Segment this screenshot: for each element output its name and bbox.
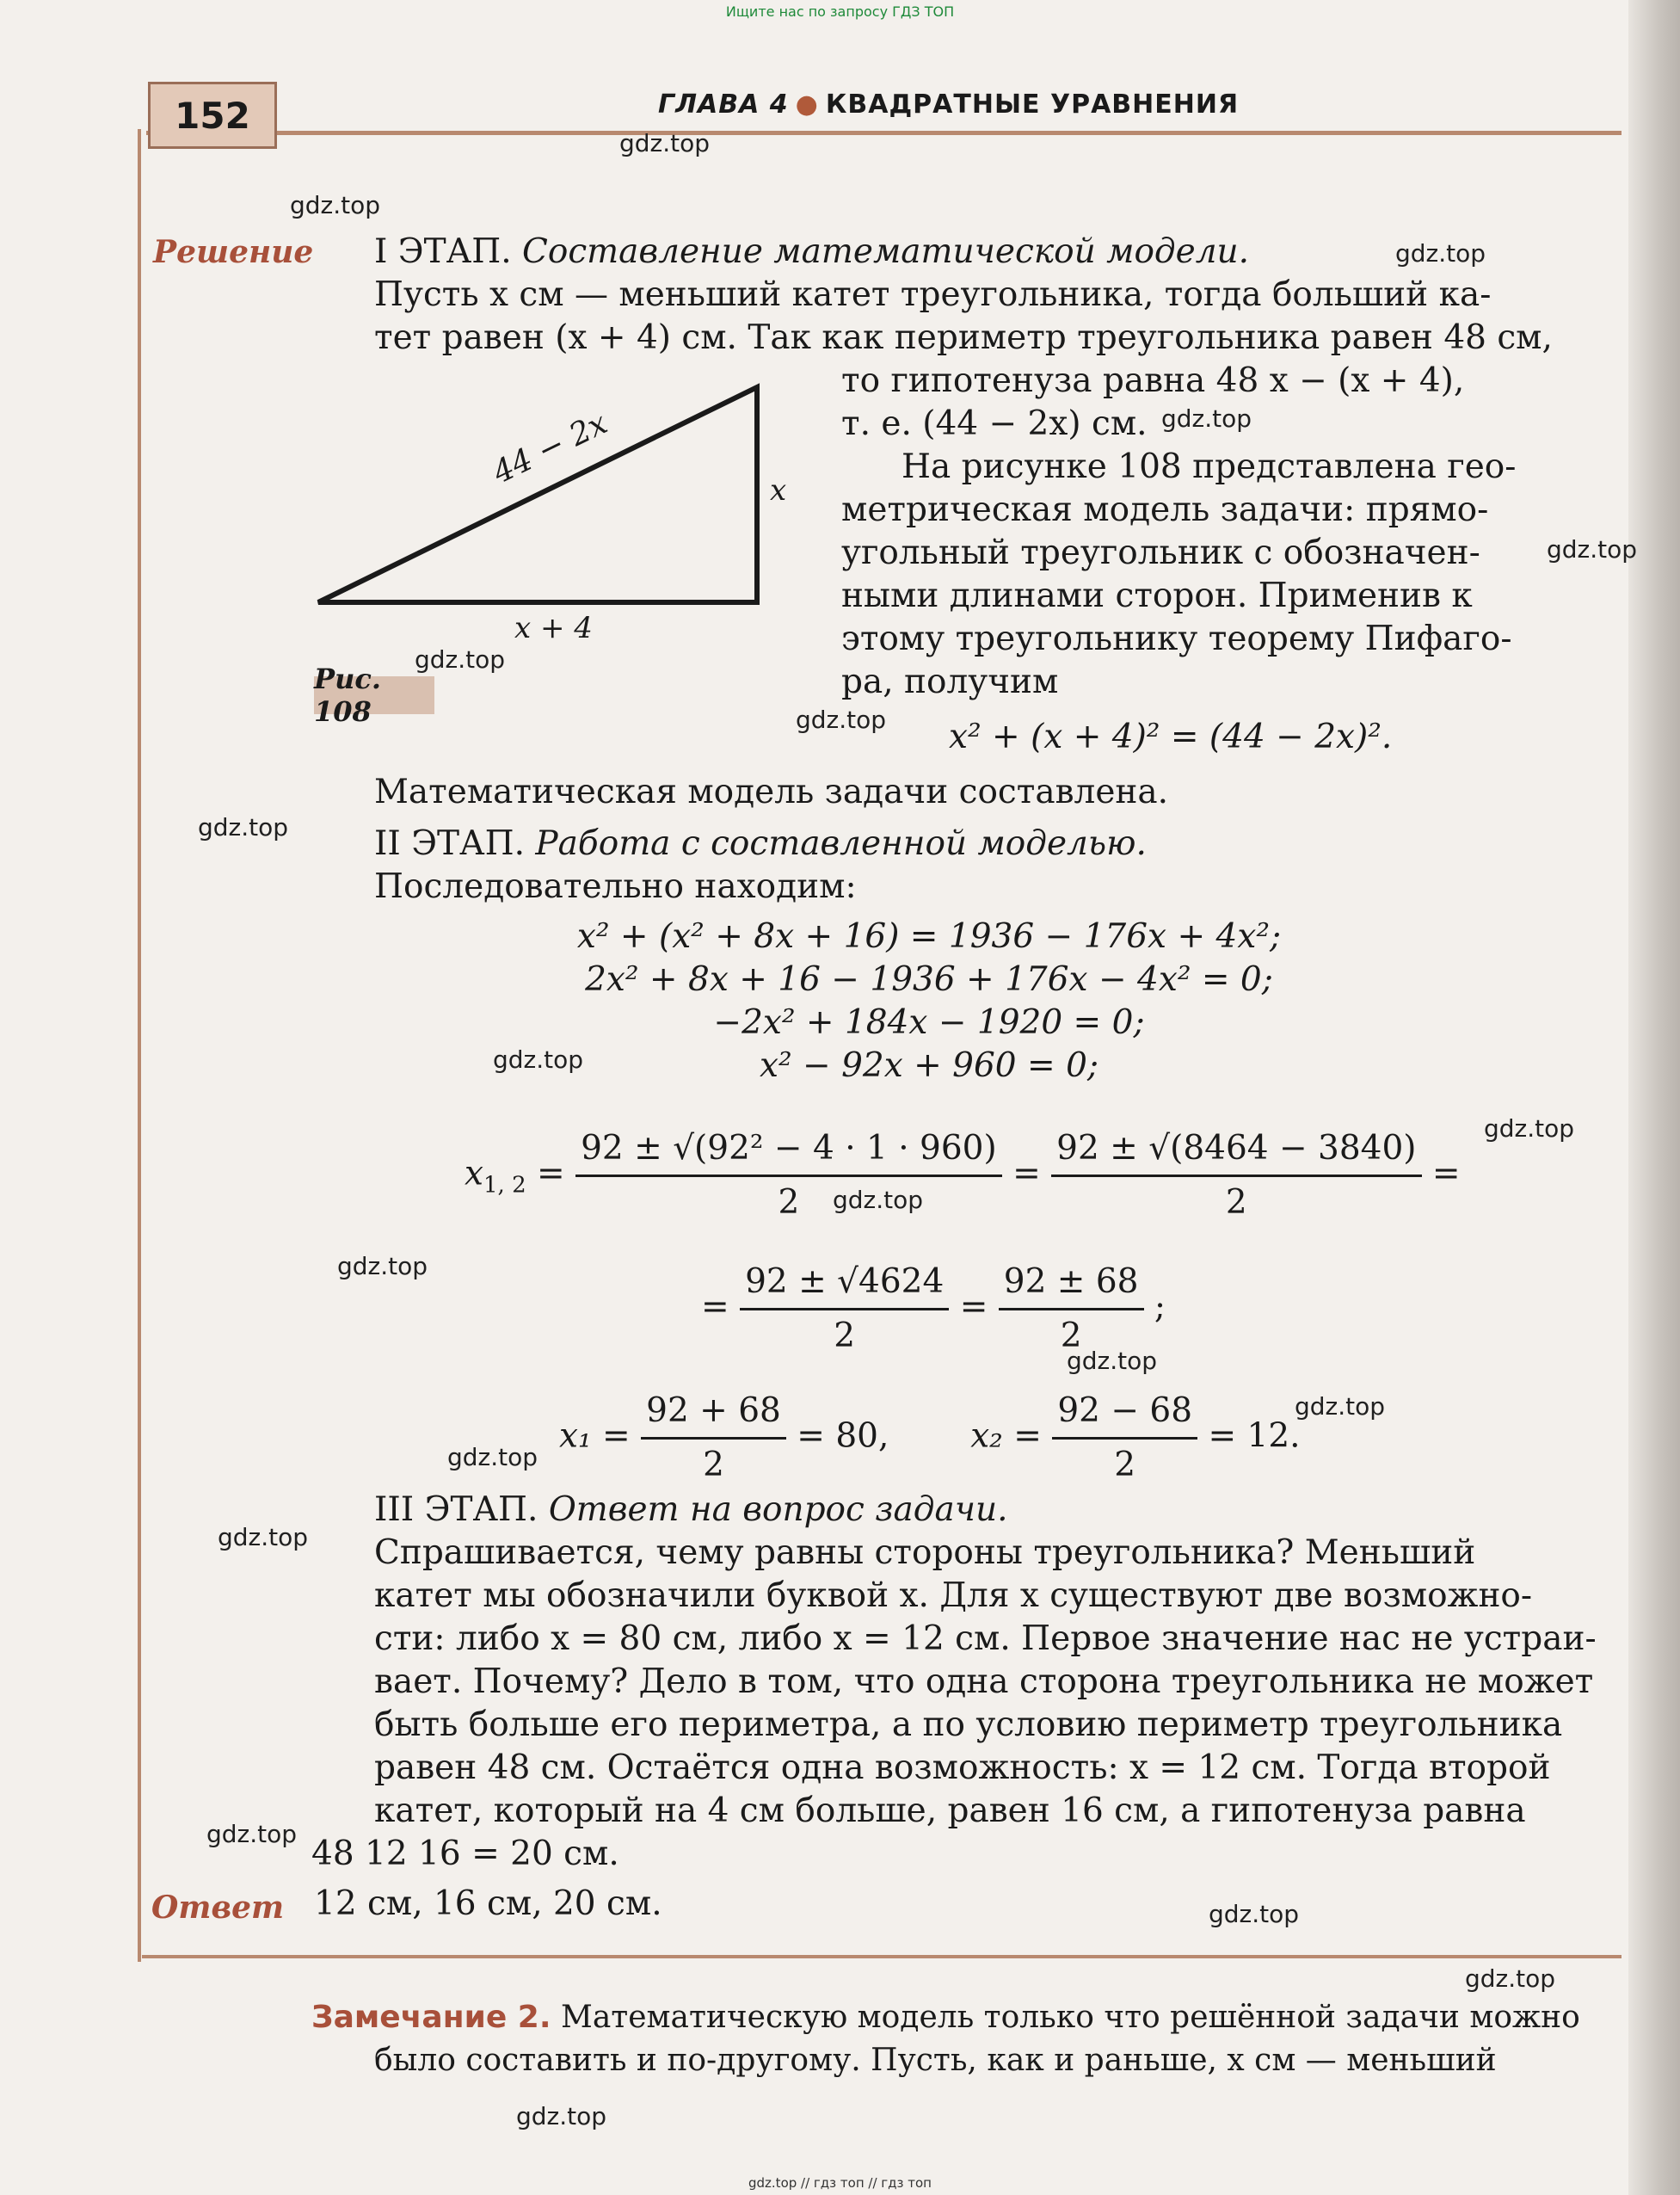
x12-subscript: 1, 2 (483, 1172, 526, 1199)
remark-text: Математическую модель только что решённой задачи можно (560, 2000, 1580, 2035)
stage3-line: Спрашивается, чему равны стороны треугольника? Меньший (374, 1533, 1476, 1572)
stage3-title: III ЭТАП. (374, 1490, 538, 1529)
x1-symbol: x₁ (559, 1416, 592, 1456)
stage1-line: метрическая модель задачи: прямо- (841, 490, 1489, 529)
remark-label: Замечание 2. (311, 2000, 551, 2035)
fraction (575, 1123, 1002, 1229)
x2-symbol: x₂ (970, 1416, 1003, 1456)
stage3-subtitle: Ответ на вопрос задачи. (548, 1490, 1008, 1529)
fraction (1051, 1123, 1421, 1229)
bottom-note: gdz.top // гдз топ // гдз топ (748, 2175, 932, 2191)
stage2-title: II ЭТАП. (374, 824, 526, 863)
stage3-line: 48 12 16 = 20 см. (311, 1834, 619, 1873)
chapter-title: КВАДРАТНЫЕ УРАВНЕНИЯ (825, 89, 1240, 120)
denominator: 2 (703, 1446, 724, 1484)
watermark: gdz.top (206, 1820, 298, 1848)
stage3-line: вает. Почему? Дело в том, что одна сторона треугольника не может (374, 1662, 1594, 1701)
chapter-header (658, 89, 1239, 120)
equation-line: x² + (x² + 8x + 16) = 1936 − 176x + 4x²; (576, 917, 1282, 956)
stage2-intro: Последовательно находим: (374, 867, 857, 906)
remark-line (311, 1996, 1580, 2039)
numerator: 92 ± √(92² − 4 · 1 · 960) (575, 1123, 1002, 1177)
watermark: gdz.top (218, 1523, 309, 1551)
watermark: gdz.top (337, 1252, 428, 1280)
roots-formula-row2: = $\frac{92 \pm √4624}{2}$ = $\frac{92 \pm 68}{2}$ ; (701, 1256, 1166, 1362)
header-rule (146, 131, 1622, 135)
equation-line: x² − 92x + 960 = 0; (759, 1046, 1099, 1085)
fraction (999, 1256, 1144, 1362)
watermark: gdz.top (1395, 239, 1486, 268)
stage1-line: тет равен (x + 4) см. Так как периметр треугольника равен 48 см, (374, 318, 1553, 357)
page-edge-shadow (1628, 0, 1680, 2195)
watermark: gdz.top (833, 1186, 924, 1214)
watermark: gdz.top (198, 813, 289, 842)
hypotenuse-label: 44 − 2x (487, 405, 613, 491)
roots-formula-row1: $x_{1, 2}$ = $\frac{\text{92 ± √(92² − 4 · 1 · 960)}}{2}$ = $\frac{92 \pm √(8464 - 3840)}{2}$ = (465, 1123, 1461, 1229)
numerator: 92 ± 68 (999, 1256, 1144, 1310)
horizontal-leg-label: x + 4 (514, 611, 593, 645)
top-note: Ищите нас по запросу ГДЗ ТОП (725, 3, 955, 20)
figure-caption: Рис. 108 (314, 676, 434, 714)
stage1-line: угольный треугольник с обозначен- (841, 533, 1480, 572)
stage1-line: то гипотенуза равна 48 x − (x + 4), (841, 361, 1465, 400)
watermark: gdz.top (796, 706, 887, 734)
watermark: gdz.top (493, 1045, 584, 1074)
stage1-line: этому треугольнику теорему Пифаго- (841, 620, 1512, 658)
triangle-shape (318, 387, 757, 602)
stage3-line: катет, который на 4 см больше, равен 16 см, а гипотенуза равна (374, 1791, 1526, 1830)
denominator: 2 (1060, 1316, 1082, 1355)
watermark: gdz.top (415, 645, 506, 674)
watermark: gdz.top (1067, 1347, 1158, 1375)
equation-line: −2x² + 184x − 1920 = 0; (713, 1003, 1145, 1042)
stage1-heading (374, 231, 1249, 274)
stage3-heading (374, 1489, 1008, 1532)
answer-label: Ответ (151, 1890, 285, 1926)
stage2-subtitle: Работа с составленной моделью. (535, 824, 1147, 863)
stage3-line: равен 48 см. Остаётся одна возможность: x = 12 см. Тогда второй (374, 1748, 1551, 1787)
vertical-leg-label: x (770, 473, 787, 508)
x1-value: = 80, (797, 1416, 889, 1456)
chapter-label: ГЛАВА 4 (658, 89, 789, 120)
watermark: gdz.top (619, 129, 711, 157)
stage1-subtitle: Составление математической модели. (522, 232, 1250, 271)
stage1-title: I ЭТАП. (374, 232, 512, 271)
watermark: gdz.top (447, 1443, 538, 1471)
stage3-line: быть больше его периметра, а по условию периметр треугольника (374, 1705, 1563, 1744)
page-number-box (148, 82, 277, 149)
stage1-line: Пусть x см — меньший катет треугольника, тогда больший ка- (374, 275, 1492, 314)
page-number: 152 (175, 94, 250, 137)
fraction (1052, 1385, 1197, 1491)
watermark: gdz.top (1295, 1392, 1386, 1421)
pythagoras-equation: x² + (x + 4)² = (44 − 2x)². (949, 718, 1393, 756)
stage2-heading (374, 823, 1147, 866)
answer-text: 12 см, 16 см, 20 см. (314, 1884, 662, 1923)
denominator: 2 (834, 1316, 856, 1355)
watermark: gdz.top (1547, 535, 1638, 564)
solution-label: Решение (153, 234, 314, 270)
margin-rule (138, 129, 141, 1962)
watermark: gdz.top (516, 2102, 607, 2130)
fraction (641, 1385, 786, 1491)
stage1-line: ра, получим (841, 663, 1059, 701)
equation-line: 2x² + 8x + 16 − 1936 + 176x − 4x² = 0; (585, 960, 1273, 999)
stage1-conclusion: Математическая модель задачи составлена. (374, 773, 1169, 811)
watermark: gdz.top (1161, 404, 1252, 433)
watermark: gdz.top (1209, 1900, 1300, 1928)
stage3-line: катет мы обозначили буквой x. Для x существуют две возможно- (374, 1576, 1533, 1615)
numerator: 92 + 68 (641, 1385, 786, 1440)
roots-values-row: x₁ = $\frac{92 + 68}{2}$ = 80, x₂ = $\frac{92 - 68}{2}$ = 12. (559, 1385, 1301, 1491)
remark-line: было составить и по-другому. Пусть, как и раньше, x см — меньший (374, 2043, 1497, 2078)
denominator: 2 (1225, 1183, 1247, 1222)
stage3-line: сти: либо x = 80 см, либо x = 12 см. Первое значение нас не устраи- (374, 1619, 1597, 1658)
x12-symbol: x (465, 1154, 483, 1193)
stage1-line: т. е. (44 − 2x) см. (841, 404, 1148, 443)
fraction (740, 1256, 949, 1362)
watermark: gdz.top (290, 191, 381, 219)
section-divider (142, 1955, 1622, 1958)
x2-value: = 12. (1208, 1416, 1301, 1456)
stage1-line: ными длинами сторон. Применив к (841, 576, 1473, 615)
watermark: gdz.top (1465, 1964, 1556, 1993)
denominator: 2 (778, 1183, 800, 1222)
denominator: 2 (1114, 1446, 1136, 1484)
numerator: 92 ± √(8464 − 3840) (1051, 1123, 1421, 1177)
numerator: 92 − 68 (1052, 1385, 1197, 1440)
watermark: gdz.top (1484, 1114, 1575, 1143)
bullet-icon: ● (795, 89, 819, 120)
stage1-line: На рисунке 108 представлена гео- (902, 447, 1517, 486)
numerator: 92 ± √4624 (740, 1256, 949, 1310)
